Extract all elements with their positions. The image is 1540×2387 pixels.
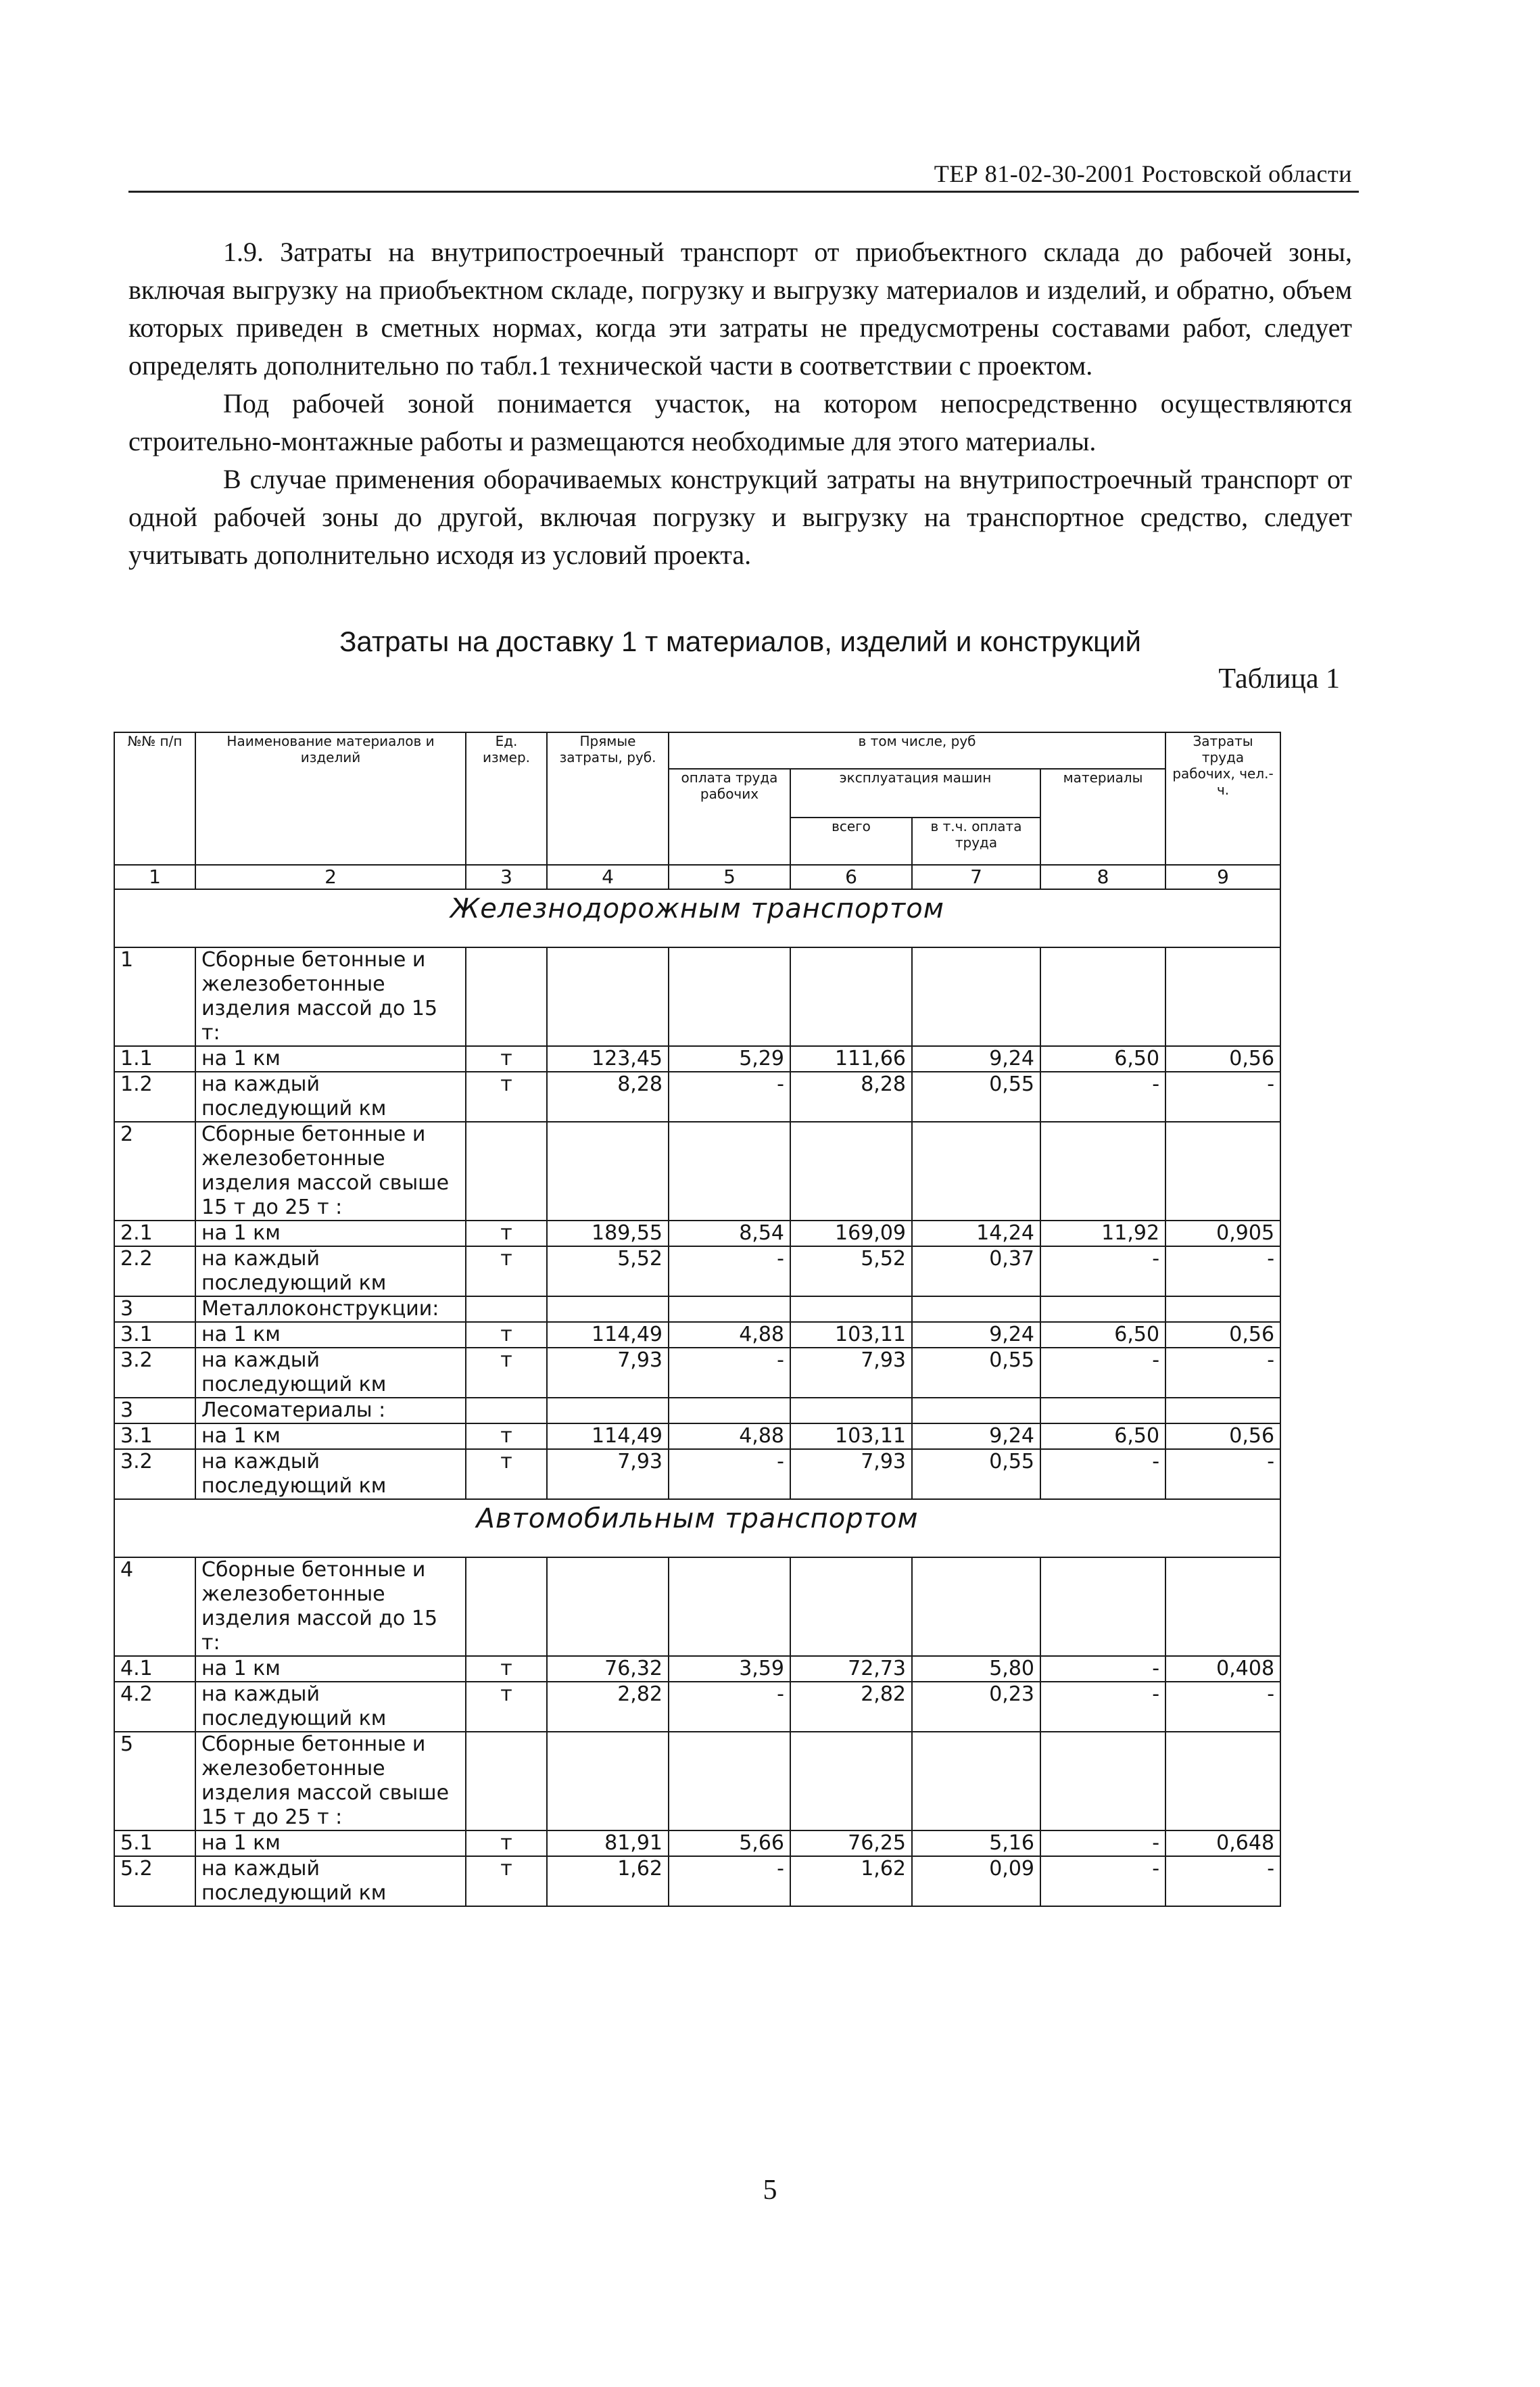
row-name: на каждый последующий км <box>195 1348 466 1398</box>
row-direct-costs: 8,28 <box>547 1072 669 1122</box>
row-labor-cost: 0,408 <box>1165 1656 1280 1682</box>
row-machines-labor: 9,24 <box>912 1046 1040 1072</box>
row-labor-pay: - <box>669 1682 790 1732</box>
table-row <box>114 1322 1280 1348</box>
row-name: на каждый последующий км <box>195 1856 466 1906</box>
header-machines-total: всего <box>790 818 912 865</box>
row-labor-cost: - <box>1165 1348 1280 1398</box>
row-machines-labor: 0,55 <box>912 1348 1040 1398</box>
header-unit: Ед. измер. <box>466 732 547 865</box>
document-code: ТЕР 81-02-30-2001 Ростовской области <box>934 160 1352 187</box>
row-labor-cost: 0,905 <box>1165 1221 1280 1246</box>
group-name: Лесоматериалы : <box>195 1398 466 1423</box>
empty-cell <box>790 947 912 1046</box>
row-labor-pay: - <box>669 1856 790 1906</box>
row-labor-cost: - <box>1165 1449 1280 1499</box>
row-labor-cost: 0,56 <box>1165 1046 1280 1072</box>
row-machines-total: 8,28 <box>790 1072 912 1122</box>
empty-cell <box>669 1296 790 1322</box>
row-direct-costs: 1,62 <box>547 1856 669 1906</box>
empty-cell <box>466 1296 547 1322</box>
row-machines-total: 103,11 <box>790 1423 912 1449</box>
row-name: на 1 км <box>195 1322 466 1348</box>
row-labor-pay: 8,54 <box>669 1221 790 1246</box>
header-machines: эксплуатация машин <box>790 769 1040 818</box>
table-row <box>114 1246 1280 1296</box>
header-machines-labor: в т.ч. оплата труда <box>912 818 1040 865</box>
row-machines-total: 72,73 <box>790 1656 912 1682</box>
row-labor-cost: 0,56 <box>1165 1423 1280 1449</box>
group-number: 2 <box>114 1122 195 1221</box>
empty-cell <box>790 1732 912 1830</box>
row-name: на 1 км <box>195 1221 466 1246</box>
row-machines-total: 2,82 <box>790 1682 912 1732</box>
table-row <box>114 1682 1280 1732</box>
row-unit: т <box>466 1221 547 1246</box>
group-number: 3 <box>114 1296 195 1322</box>
section-title-row <box>114 1499 1280 1557</box>
table-row <box>114 1221 1280 1246</box>
column-number: 8 <box>1040 865 1165 889</box>
empty-cell <box>669 1122 790 1221</box>
row-materials: 6,50 <box>1040 1322 1165 1348</box>
group-number: 3 <box>114 1398 195 1423</box>
empty-cell <box>1165 1122 1280 1221</box>
row-machines-total: 76,25 <box>790 1830 912 1856</box>
row-materials: - <box>1040 1348 1165 1398</box>
row-name: на каждый последующий км <box>195 1449 466 1499</box>
column-number: 7 <box>912 865 1040 889</box>
row-unit: т <box>466 1449 547 1499</box>
row-direct-costs: 7,93 <box>547 1449 669 1499</box>
row-name: на 1 км <box>195 1046 466 1072</box>
empty-cell <box>1040 1732 1165 1830</box>
row-materials: - <box>1040 1656 1165 1682</box>
header-direct-costs: Прямые затраты, руб. <box>547 732 669 865</box>
row-labor-cost: 0,56 <box>1165 1322 1280 1348</box>
row-machines-labor: 0,37 <box>912 1246 1040 1296</box>
row-name: на 1 км <box>195 1423 466 1449</box>
row-machines-total: 169,09 <box>790 1221 912 1246</box>
row-name: на 1 км <box>195 1830 466 1856</box>
section-title: Железнодорожным транспортом <box>114 889 1280 947</box>
empty-cell <box>1040 1296 1165 1322</box>
group-row <box>114 947 1280 1046</box>
group-number: 5 <box>114 1732 195 1830</box>
header-labor-pay: оплата труда рабочих <box>669 769 790 865</box>
row-machines-labor: 0,23 <box>912 1682 1040 1732</box>
row-labor-pay: 5,66 <box>669 1830 790 1856</box>
row-number: 5.2 <box>114 1856 195 1906</box>
empty-cell <box>669 947 790 1046</box>
column-numbers-row <box>114 865 1280 889</box>
row-unit: т <box>466 1246 547 1296</box>
row-direct-costs: 2,82 <box>547 1682 669 1732</box>
row-machines-labor: 14,24 <box>912 1221 1040 1246</box>
row-materials: - <box>1040 1682 1165 1732</box>
row-labor-cost: - <box>1165 1856 1280 1906</box>
empty-cell <box>790 1557 912 1656</box>
row-unit: т <box>466 1348 547 1398</box>
empty-cell <box>912 947 1040 1046</box>
table-row <box>114 1072 1280 1122</box>
empty-cell <box>547 1732 669 1830</box>
empty-cell <box>912 1296 1040 1322</box>
row-labor-pay: 4,88 <box>669 1423 790 1449</box>
row-name: на каждый последующий км <box>195 1246 466 1296</box>
row-number: 5.1 <box>114 1830 195 1856</box>
group-name: Сборные бетонные и железобетонные изделия массой свыше 15 т до 25 т : <box>195 1122 466 1221</box>
row-direct-costs: 114,49 <box>547 1423 669 1449</box>
empty-cell <box>1040 1557 1165 1656</box>
paragraph: 1.9. Затраты на внутрипостроечный транспорт от приобъектного склада до рабочей зоны, включая выгрузку на приобъектном складе, погрузку и выгрузку материалов и изделий, и обратно, объем которых приведен в сметных нормах, когда эти затраты не предусмотрены составами работ, следует определять дополнительно по табл.1 технической части в соответствии с проектом. <box>128 237 1352 381</box>
empty-cell <box>547 1122 669 1221</box>
group-row <box>114 1398 1280 1423</box>
group-name: Металлоконструкции: <box>195 1296 466 1322</box>
empty-cell <box>1040 1398 1165 1423</box>
empty-cell <box>1165 1732 1280 1830</box>
row-direct-costs: 5,52 <box>547 1246 669 1296</box>
section-title: Автомобильным транспортом <box>114 1499 1280 1557</box>
empty-cell <box>1165 1296 1280 1322</box>
group-number: 1 <box>114 947 195 1046</box>
row-materials: - <box>1040 1072 1165 1122</box>
empty-cell <box>547 1296 669 1322</box>
table-body <box>114 865 1280 1906</box>
row-unit: т <box>466 1656 547 1682</box>
empty-cell <box>547 1398 669 1423</box>
row-machines-labor: 5,16 <box>912 1830 1040 1856</box>
table-caption: Затраты на доставку 1 т материалов, изделий и конструкций <box>339 625 1141 657</box>
row-machines-labor: 5,80 <box>912 1656 1040 1682</box>
row-name: на каждый последующий км <box>195 1072 466 1122</box>
row-materials: - <box>1040 1449 1165 1499</box>
empty-cell <box>466 1557 547 1656</box>
table-row <box>114 1656 1280 1682</box>
group-row <box>114 1122 1280 1221</box>
header-num: №№ п/п <box>114 732 195 865</box>
empty-cell <box>912 1122 1040 1221</box>
empty-cell <box>669 1557 790 1656</box>
row-labor-pay: - <box>669 1072 790 1122</box>
header-including: в том числе, руб <box>669 732 1165 769</box>
row-number: 3.2 <box>114 1449 195 1499</box>
empty-cell <box>1165 1398 1280 1423</box>
column-number: 6 <box>790 865 912 889</box>
empty-cell <box>669 1732 790 1830</box>
row-labor-cost: - <box>1165 1246 1280 1296</box>
empty-cell <box>547 947 669 1046</box>
row-direct-costs: 114,49 <box>547 1322 669 1348</box>
row-machines-total: 5,52 <box>790 1246 912 1296</box>
row-machines-labor: 0,09 <box>912 1856 1040 1906</box>
group-row <box>114 1557 1280 1656</box>
table-row <box>114 1856 1280 1906</box>
empty-cell <box>912 1732 1040 1830</box>
empty-cell <box>1040 1122 1165 1221</box>
row-direct-costs: 76,32 <box>547 1656 669 1682</box>
empty-cell <box>912 1557 1040 1656</box>
column-number: 4 <box>547 865 669 889</box>
row-labor-pay: - <box>669 1348 790 1398</box>
row-number: 1.2 <box>114 1072 195 1122</box>
row-unit: т <box>466 1830 547 1856</box>
empty-cell <box>669 1398 790 1423</box>
row-machines-total: 103,11 <box>790 1322 912 1348</box>
row-machines-total: 111,66 <box>790 1046 912 1072</box>
table-row <box>114 1449 1280 1499</box>
row-labor-pay: 5,29 <box>669 1046 790 1072</box>
empty-cell <box>1040 947 1165 1046</box>
running-header <box>128 157 1359 193</box>
header-labor-cost: Затраты труда рабочих, чел.-ч. <box>1165 732 1280 865</box>
group-name: Сборные бетонные и железобетонные изделия массой до 15 т: <box>195 1557 466 1656</box>
row-unit: т <box>466 1046 547 1072</box>
row-machines-total: 1,62 <box>790 1856 912 1906</box>
column-number: 3 <box>466 865 547 889</box>
group-number: 4 <box>114 1557 195 1656</box>
row-direct-costs: 189,55 <box>547 1221 669 1246</box>
row-labor-cost: - <box>1165 1682 1280 1732</box>
table-label: Таблица 1 <box>1218 663 1340 694</box>
group-name: Сборные бетонные и железобетонные изделия массой свыше 15 т до 25 т : <box>195 1732 466 1830</box>
row-unit: т <box>466 1423 547 1449</box>
column-number: 5 <box>669 865 790 889</box>
header-name: Наименование материалов и изделий <box>195 732 466 865</box>
table-row <box>114 1423 1280 1449</box>
row-labor-cost: - <box>1165 1072 1280 1122</box>
row-labor-pay: - <box>669 1449 790 1499</box>
body-text <box>128 233 1352 574</box>
header-materials: материалы <box>1040 769 1165 865</box>
empty-cell <box>790 1398 912 1423</box>
row-labor-cost: 0,648 <box>1165 1830 1280 1856</box>
group-name: Сборные бетонные и железобетонные изделия массой до 15 т: <box>195 947 466 1046</box>
row-labor-pay: 3,59 <box>669 1656 790 1682</box>
table-row <box>114 1046 1280 1072</box>
cost-table <box>114 732 1281 1907</box>
column-number: 2 <box>195 865 466 889</box>
row-labor-pay: - <box>669 1246 790 1296</box>
row-materials: 6,50 <box>1040 1423 1165 1449</box>
row-direct-costs: 123,45 <box>547 1046 669 1072</box>
row-name: на 1 км <box>195 1656 466 1682</box>
row-unit: т <box>466 1072 547 1122</box>
empty-cell <box>1165 1557 1280 1656</box>
row-number: 3.1 <box>114 1423 195 1449</box>
empty-cell <box>790 1296 912 1322</box>
group-row <box>114 1296 1280 1322</box>
empty-cell <box>466 1122 547 1221</box>
row-materials: - <box>1040 1246 1165 1296</box>
row-machines-total: 7,93 <box>790 1449 912 1499</box>
group-row <box>114 1732 1280 1830</box>
empty-cell <box>790 1122 912 1221</box>
row-machines-labor: 0,55 <box>912 1449 1040 1499</box>
row-machines-labor: 9,24 <box>912 1423 1040 1449</box>
empty-cell <box>1165 947 1280 1046</box>
column-number: 9 <box>1165 865 1280 889</box>
row-name: на каждый последующий км <box>195 1682 466 1732</box>
row-materials: - <box>1040 1856 1165 1906</box>
row-number: 4.2 <box>114 1682 195 1732</box>
row-labor-pay: 4,88 <box>669 1322 790 1348</box>
row-direct-costs: 7,93 <box>547 1348 669 1398</box>
empty-cell <box>547 1557 669 1656</box>
row-number: 2.1 <box>114 1221 195 1246</box>
row-machines-total: 7,93 <box>790 1348 912 1398</box>
page-number: 5 <box>763 2175 777 2206</box>
table-row <box>114 1830 1280 1856</box>
row-materials: 6,50 <box>1040 1046 1165 1072</box>
section-title-row <box>114 889 1280 947</box>
paragraph: В случае применения оборачиваемых конструкций затраты на внутрипостроечный транспорт от одной рабочей зоны до другой, включая погрузку и выгрузку на транспортное средство, следует учитывать дополнительно исходя из условий проекта. <box>128 464 1352 570</box>
table-row <box>114 1348 1280 1398</box>
row-materials: 11,92 <box>1040 1221 1165 1246</box>
row-machines-labor: 0,55 <box>912 1072 1040 1122</box>
row-number: 2.2 <box>114 1246 195 1296</box>
paragraph: Под рабочей зоной понимается участок, на котором непосредственно осуществляются строительно-монтажные работы и размещаются необходимые для этого материалы. <box>128 388 1352 456</box>
row-materials: - <box>1040 1830 1165 1856</box>
row-number: 4.1 <box>114 1656 195 1682</box>
row-unit: т <box>466 1322 547 1348</box>
row-unit: т <box>466 1682 547 1732</box>
row-machines-labor: 9,24 <box>912 1322 1040 1348</box>
empty-cell <box>466 1732 547 1830</box>
column-number: 1 <box>114 865 195 889</box>
row-number: 1.1 <box>114 1046 195 1072</box>
empty-cell <box>466 947 547 1046</box>
row-number: 3.1 <box>114 1322 195 1348</box>
empty-cell <box>466 1398 547 1423</box>
row-number: 3.2 <box>114 1348 195 1398</box>
row-unit: т <box>466 1856 547 1906</box>
table-header <box>114 732 1280 865</box>
row-direct-costs: 81,91 <box>547 1830 669 1856</box>
empty-cell <box>912 1398 1040 1423</box>
